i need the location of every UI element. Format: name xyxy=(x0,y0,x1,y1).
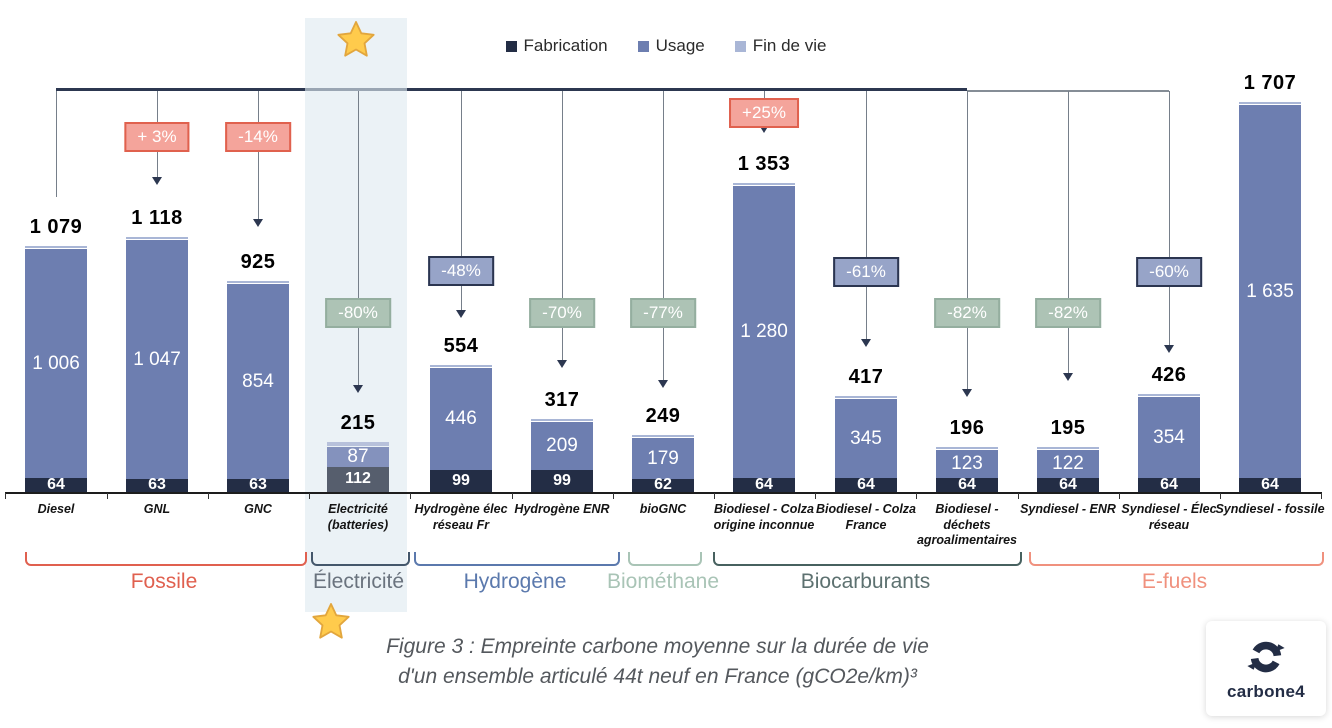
legend-swatch-icon xyxy=(735,41,746,52)
percent-vs-diesel-badge: -80% xyxy=(325,298,391,328)
category-label: Electricité (batteries) xyxy=(327,502,389,532)
fabrication-value-label: 99 xyxy=(553,471,571,489)
axis-tick xyxy=(916,493,917,499)
star-icon xyxy=(336,19,376,59)
fabrication-value-label: 63 xyxy=(249,476,267,493)
percent-vs-diesel-badge: +25% xyxy=(729,98,799,128)
percent-vs-diesel-badge: -70% xyxy=(529,298,595,328)
group-label: Hydrogène xyxy=(463,570,567,593)
legend-item xyxy=(735,36,827,56)
arrow-down-icon xyxy=(658,380,668,388)
bar-segment-fin-de-vie xyxy=(531,419,593,421)
axis-tick xyxy=(1321,493,1322,499)
bar-segment-fin-de-vie xyxy=(733,183,795,185)
group-label: Électricité xyxy=(312,570,405,593)
category-label: Biodiesel - Colza France xyxy=(815,502,917,532)
usage-value-label: 446 xyxy=(445,408,477,429)
arrow-down-icon xyxy=(152,177,162,185)
category-label: GNC xyxy=(244,502,272,516)
total-value-label: 1 353 xyxy=(737,153,791,175)
total-value-label: 195 xyxy=(1050,417,1086,439)
fabrication-value-label: 64 xyxy=(958,475,976,493)
usage-value-label: 122 xyxy=(1052,453,1084,474)
fabrication-value-label: 62 xyxy=(654,476,672,493)
axis-tick xyxy=(1018,493,1019,499)
total-value-label: 925 xyxy=(240,251,276,273)
axis-tick xyxy=(208,493,209,499)
connector-drop-line xyxy=(1068,91,1069,374)
bar-segment-fin-de-vie xyxy=(227,281,289,283)
fabrication-value-label: 99 xyxy=(452,471,470,489)
total-value-label: 196 xyxy=(949,417,985,439)
arrow-down-icon xyxy=(253,219,263,227)
connector-drop-line xyxy=(56,91,57,197)
fabrication-value-label: 64 xyxy=(1261,475,1279,493)
bar-segment-fin-de-vie xyxy=(936,447,998,449)
connector-drop-line xyxy=(663,91,664,381)
axis-tick xyxy=(1220,493,1221,499)
circular-arrows-icon xyxy=(1245,636,1287,678)
percent-vs-diesel-badge: -77% xyxy=(630,298,696,328)
group-bracket xyxy=(1029,552,1324,566)
connector-drop-line xyxy=(1169,91,1170,346)
total-value-label: 215 xyxy=(340,412,376,434)
percent-vs-diesel-badge: + 3% xyxy=(124,122,189,152)
category-label: Diesel xyxy=(37,502,75,516)
group-bracket xyxy=(628,552,702,566)
legend-label: Fin de vie xyxy=(752,36,827,55)
total-value-label: 1 079 xyxy=(29,216,83,238)
usage-value-label: 345 xyxy=(850,427,882,449)
fabrication-value-label: 112 xyxy=(345,470,371,487)
total-value-label: 317 xyxy=(544,389,580,411)
legend-swatch-icon xyxy=(638,41,649,52)
legend-label: Usage xyxy=(655,36,705,55)
arrow-down-icon xyxy=(861,339,871,347)
fabrication-value-label: 64 xyxy=(857,475,875,493)
bar-segment-fin-de-vie xyxy=(632,435,694,437)
group-label: Fossile xyxy=(130,570,198,593)
fabrication-value-label: 64 xyxy=(1059,475,1077,493)
legend-swatch-icon xyxy=(506,41,517,52)
percent-vs-diesel-badge: -82% xyxy=(934,298,1000,328)
group-label: Biocarburants xyxy=(800,570,931,593)
bar-segment-fin-de-vie xyxy=(1037,447,1099,449)
bar-segment-fin-de-vie xyxy=(1239,102,1301,104)
caption-line-1: Figure 3 : Empreinte carbone moyenne sur la durée de vie xyxy=(386,635,929,658)
bar-segment-fin-de-vie xyxy=(25,246,87,248)
total-value-label: 1 707 xyxy=(1243,72,1297,94)
caption-line-2: d'un ensemble articulé 44t neuf en France (gCO2e/km)³ xyxy=(398,665,917,689)
connector-drop-line xyxy=(358,91,359,386)
group-bracket xyxy=(25,552,307,566)
fabrication-value-label: 64 xyxy=(1160,475,1178,493)
group-bracket xyxy=(414,552,620,566)
bar-segment-fin-de-vie xyxy=(1138,394,1200,396)
bar-segment-fin-de-vie xyxy=(430,365,492,367)
axis-tick xyxy=(512,493,513,499)
bar-segment-fin-de-vie xyxy=(835,396,897,398)
reference-line-dark xyxy=(56,88,967,91)
total-value-label: 249 xyxy=(645,405,681,427)
usage-value-label: 179 xyxy=(647,447,679,469)
legend-item xyxy=(638,36,705,56)
usage-value-label: 87 xyxy=(347,446,369,467)
bar-segment-fin-de-vie xyxy=(126,237,188,239)
connector-drop-line xyxy=(258,91,259,220)
arrow-down-icon xyxy=(456,310,466,318)
category-label: Syndiesel - Élec réseau xyxy=(1121,502,1217,532)
category-label: Hydrogène ENR xyxy=(514,502,610,516)
category-label: Syndiesel - fossile xyxy=(1215,502,1325,516)
category-label: Biodiesel - Colza origine inconnue xyxy=(713,502,815,532)
axis-tick xyxy=(1119,493,1120,499)
category-label: Biodiesel - déchets agroalimentaires xyxy=(916,502,1018,548)
star-icon xyxy=(311,601,351,641)
arrow-down-icon xyxy=(353,385,363,393)
percent-vs-diesel-badge: -48% xyxy=(428,256,494,286)
fabrication-value-label: 64 xyxy=(755,475,773,493)
figure-caption xyxy=(285,632,1030,693)
axis-tick xyxy=(410,493,411,499)
logo-text: carbone4 xyxy=(1227,681,1305,701)
legend-item xyxy=(506,36,608,56)
arrow-down-icon xyxy=(962,389,972,397)
usage-value-label: 1 047 xyxy=(133,348,181,370)
connector-drop-line xyxy=(967,91,968,390)
total-value-label: 426 xyxy=(1151,364,1187,386)
arrow-down-icon xyxy=(1164,345,1174,353)
axis-tick xyxy=(815,493,816,499)
axis-tick xyxy=(309,493,310,499)
percent-vs-diesel-badge: -82% xyxy=(1035,298,1101,328)
category-label: GNL xyxy=(143,502,171,516)
usage-value-label: 123 xyxy=(951,453,983,474)
axis-tick xyxy=(5,493,6,499)
legend-label: Fabrication xyxy=(523,36,608,55)
usage-value-label: 1 635 xyxy=(1246,280,1294,302)
carbone4-logo xyxy=(1206,621,1326,716)
group-label: E-fuels xyxy=(1141,570,1208,593)
percent-vs-diesel-badge: -60% xyxy=(1136,257,1202,287)
usage-value-label: 1 280 xyxy=(740,321,788,342)
fabrication-value-label: 64 xyxy=(47,475,65,493)
arrow-down-icon xyxy=(1063,373,1073,381)
arrow-down-icon xyxy=(557,360,567,368)
usage-value-label: 354 xyxy=(1153,426,1185,448)
legend xyxy=(0,36,1332,56)
group-bracket xyxy=(311,552,410,566)
category-label: Syndiesel - ENR xyxy=(1020,502,1116,516)
fabrication-value-label: 63 xyxy=(148,476,166,493)
category-label: Hydrogène élec réseau Fr xyxy=(414,502,508,532)
group-label: Biométhane xyxy=(606,570,720,593)
usage-value-label: 209 xyxy=(546,435,578,456)
percent-vs-diesel-badge: -14% xyxy=(225,122,291,152)
category-label: bioGNC xyxy=(639,502,687,516)
total-value-label: 417 xyxy=(848,366,884,388)
axis-tick xyxy=(613,493,614,499)
axis-tick xyxy=(714,493,715,499)
connector-drop-line xyxy=(866,91,867,340)
percent-vs-diesel-badge: -61% xyxy=(833,257,899,287)
total-value-label: 554 xyxy=(443,335,479,357)
axis-tick xyxy=(107,493,108,499)
usage-value-label: 854 xyxy=(242,370,274,392)
group-bracket xyxy=(713,552,1022,566)
usage-value-label: 1 006 xyxy=(32,352,80,374)
total-value-label: 1 118 xyxy=(131,207,183,229)
